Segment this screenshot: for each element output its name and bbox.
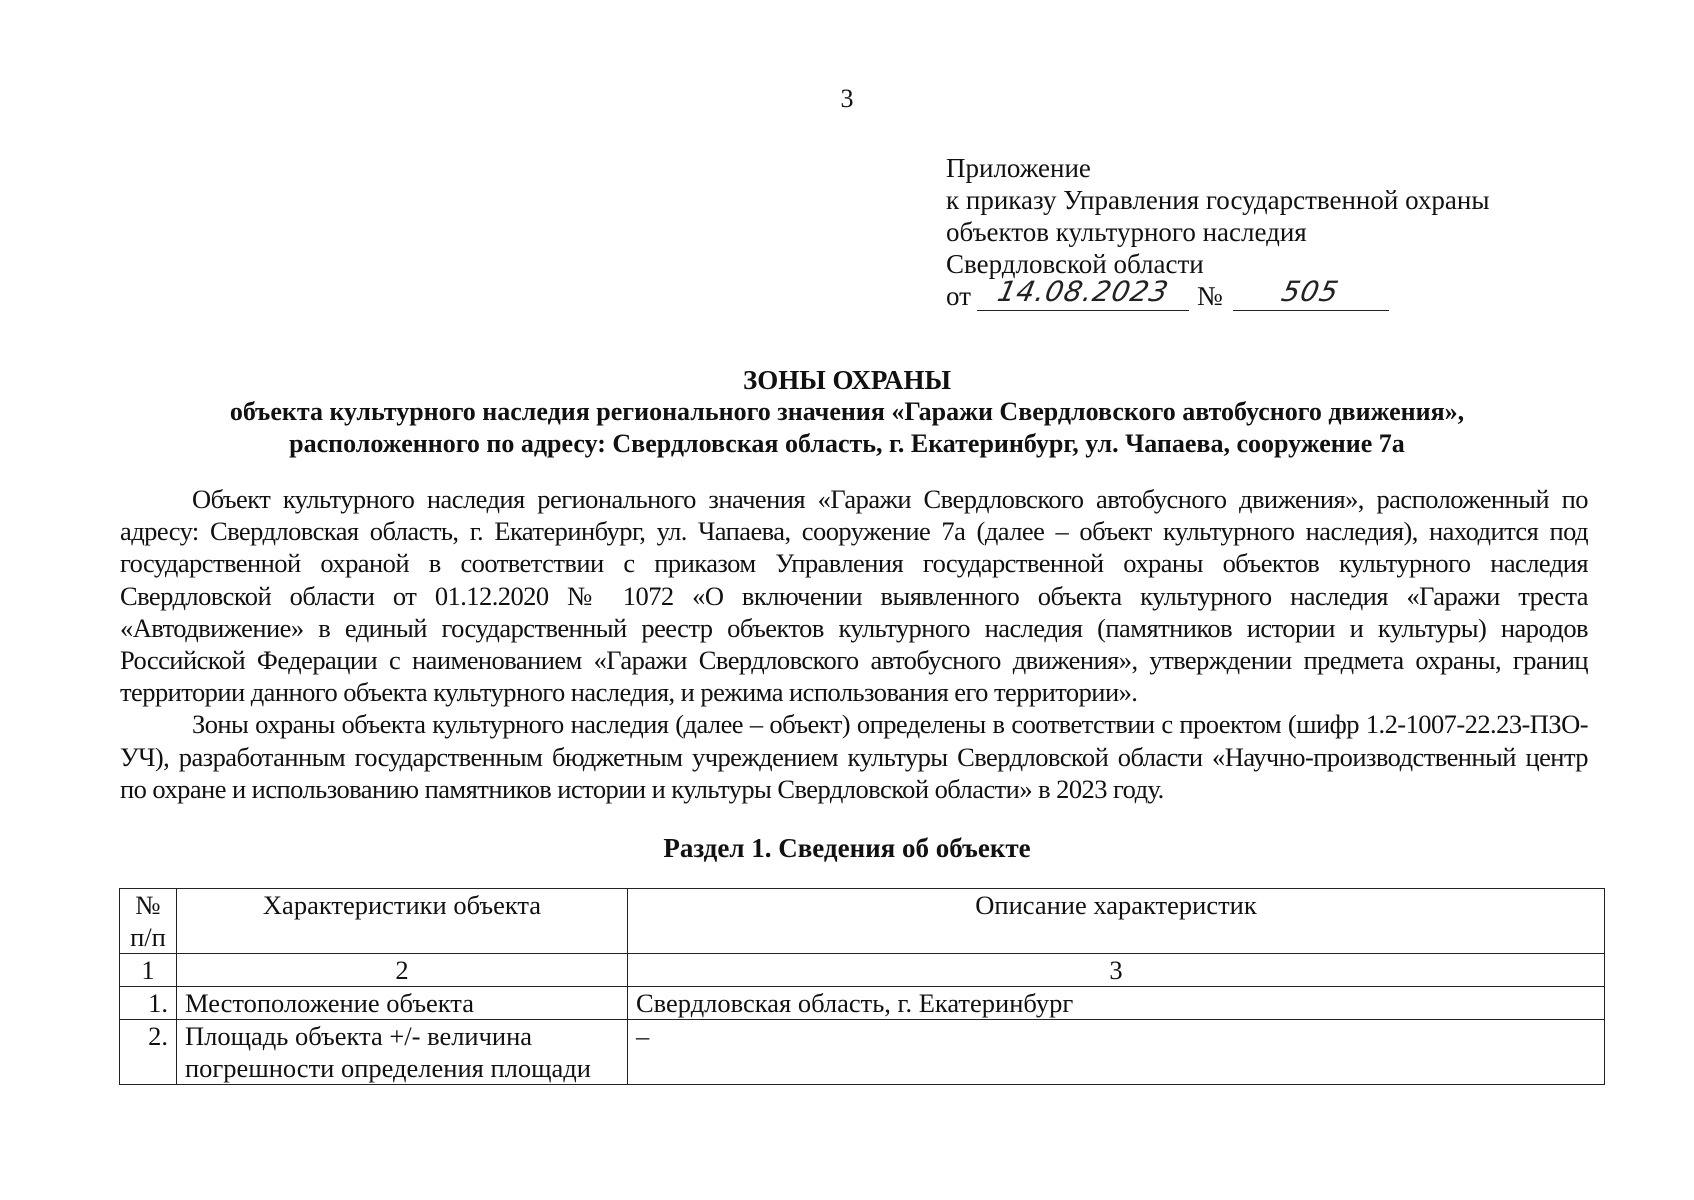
body-text (120, 483, 1588, 805)
numbering-cell: 3 (628, 954, 1605, 987)
page-number: 3 (840, 84, 854, 113)
paragraph-2: Зоны охраны объекта культурного наследия (далее – объект) определены в соответствии с проектом (шифр 1.2-1007-22.23-ПЗО-УЧ), разработанным государственным бюджетным учреждением культуры Свердловской области «Научно-производственный центр по охране и использованию памятников истории и культуры Свердловской области» в 2023 году. (120, 709, 1588, 804)
number-field (1233, 275, 1389, 311)
title-line-3: расположенного по адресу: Свердловская область, г. Екатеринбург, ул. Чапаева, сооружение 7а (289, 429, 1405, 458)
object-info-table (119, 888, 1605, 1085)
paragraph-1: Объект культурного наследия регионального значения «Гаражи Свердловского автобусного движения», расположенный по адресу: Свердловская область, г. Екатеринбург, ул. Чапаева, сооружение 7а (далее – объект культурного наследия), находится под государственной охраной в соответствии с приказом Управления государственной охраны объектов культурного наследия Свердловской области от 01.12.2020 № 1072 «О включении выявленного объекта культурного наследия «Гаражи треста «Автодвижение» в единый государственный реестр объектов культурного наследия (памятников истории и культуры) народов Российской Федерации с наименованием «Гаражи Свердловского автобусного движения», утверждении предмета охраны, границ территории данного объекта культурного наследия, и режима использования его территории». (120, 484, 1588, 708)
table-row (120, 987, 1605, 1020)
row-description: – (628, 1020, 1605, 1085)
row-characteristic: Местоположение объекта (177, 987, 628, 1020)
row-characteristic: Площадь объекта +/- величина погрешности определения площади (177, 1020, 628, 1085)
date-field (977, 275, 1189, 311)
appendix-line-2: к приказу Управления государственной охраны (946, 185, 1490, 215)
header-number: № п/п (120, 889, 177, 954)
table-numbering-row (120, 954, 1605, 987)
date-prefix: от (946, 281, 971, 311)
table-row (120, 1020, 1605, 1085)
row-number: 1. (120, 987, 177, 1020)
appendix-date-number-line (946, 275, 1489, 312)
handwritten-date: 14.08.2023 (994, 275, 1172, 308)
appendix-line-1: Приложение (946, 153, 1091, 183)
number-prefix: № (1196, 281, 1223, 311)
document-title (0, 364, 1694, 460)
row-number: 2. (120, 1020, 177, 1085)
appendix-line-4: Свердловской области (946, 249, 1204, 279)
row-description: Свердловская область, г. Екатеринбург (628, 987, 1605, 1020)
section-title: Раздел 1. Сведения об объекте (663, 833, 1031, 863)
title-line-2: объекта культурного наследия регионального значения «Гаражи Свердловского автобусного движения», (229, 397, 1465, 426)
appendix-block (946, 152, 1489, 312)
numbering-cell: 1 (120, 954, 177, 987)
header-description: Описание характеристик (628, 889, 1605, 954)
handwritten-number: 505 (1279, 275, 1343, 308)
table-header-row (120, 889, 1605, 954)
header-characteristics: Характеристики объекта (177, 889, 628, 954)
numbering-cell: 2 (177, 954, 628, 987)
title-main: ЗОНЫ ОХРАНЫ (743, 365, 951, 395)
appendix-line-3: объектов культурного наследия (946, 217, 1307, 247)
